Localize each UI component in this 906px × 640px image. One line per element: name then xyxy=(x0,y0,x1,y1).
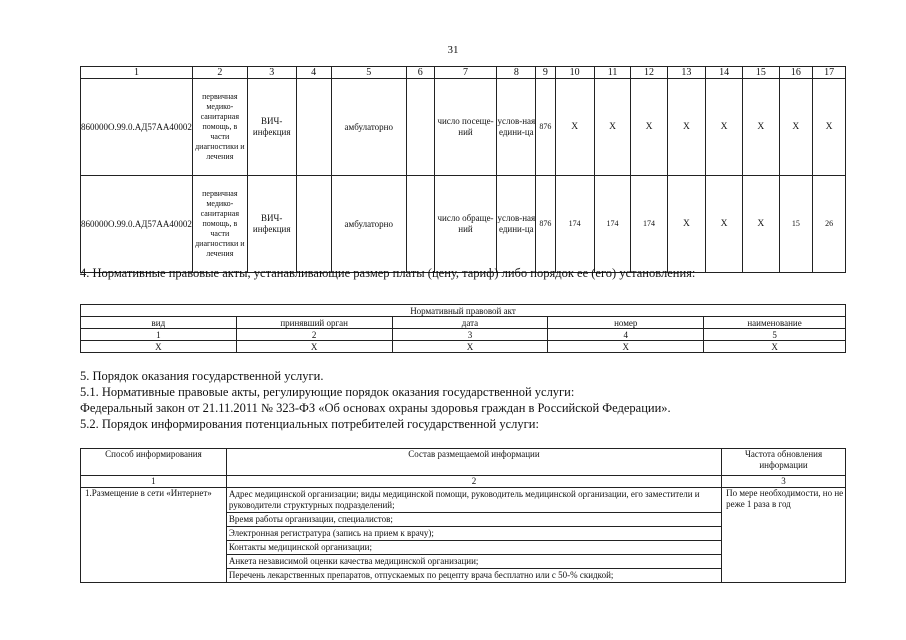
unit-cell: услов-ная едини-ца xyxy=(497,79,536,176)
number-cell: 2 xyxy=(226,476,721,488)
table-number-row xyxy=(81,329,846,341)
section-5-title: 5. Порядок оказания государственной услуги. xyxy=(80,369,324,383)
number-cell: 1 xyxy=(81,329,237,341)
header-cell: наименование xyxy=(704,317,846,329)
empty-cell xyxy=(406,79,434,176)
form-cell: амбулаторно xyxy=(331,176,406,273)
table-row xyxy=(81,176,846,273)
header-cell: Состав размещаемой информации xyxy=(226,449,721,476)
registry-code-cell: 860000О.99.0.АД57АА40002 xyxy=(81,79,193,176)
content-item: Перечень лекарственных препаратов, отпускаемых по рецепту врача бесплатно или с 50-% скидкой; xyxy=(228,570,614,580)
condition-cell: ВИЧ-инфекция xyxy=(247,79,296,176)
section-5-2-title: 5.2. Порядок информирования потенциальных потребителей государственной услуги: xyxy=(80,417,539,431)
unit-cell: услов-ная едини-ца xyxy=(497,176,536,273)
empty-cell xyxy=(296,176,331,273)
content-item: Адрес медицинской организации; виды медицинской помощи, руководитель медицинской организации, его заместители и руководители структурных подразделений; xyxy=(227,488,721,513)
header-cell: 5 xyxy=(331,67,406,79)
empty-cell xyxy=(406,176,434,273)
number-cell: 3 xyxy=(722,476,846,488)
header-cell: 15 xyxy=(743,67,779,79)
value-cell: X xyxy=(704,341,846,353)
header-cell: 2 xyxy=(192,67,247,79)
registry-code-cell: 860000О.99.0.АД57АА40002 xyxy=(81,176,193,273)
table-group-header xyxy=(81,305,846,317)
header-cell: принявший орган xyxy=(236,317,392,329)
number-cell: 5 xyxy=(704,329,846,341)
table-number-row xyxy=(81,476,846,488)
header-cell: 3 xyxy=(247,67,296,79)
value-cell: X xyxy=(81,341,237,353)
table-header-row xyxy=(81,449,846,476)
empty-cell xyxy=(296,79,331,176)
value-cell: X xyxy=(594,79,631,176)
number-cell: 2 xyxy=(236,329,392,341)
value-cell: X xyxy=(555,79,594,176)
value-cell: 174 xyxy=(631,176,668,273)
method-cell: 1.Размещение в сети «Интернет» xyxy=(81,488,227,583)
header-cell: Способ информирования xyxy=(81,449,227,476)
value-cell: X xyxy=(667,79,705,176)
content-cell xyxy=(226,488,721,583)
indicator-cell: число посеще-ний xyxy=(434,79,497,176)
content-item: Электронная регистратура (запись на прием к врачу); xyxy=(227,527,721,541)
table-row xyxy=(81,488,846,583)
value-cell: X xyxy=(743,79,779,176)
informing-table xyxy=(80,448,846,583)
header-cell: 1 xyxy=(81,67,193,79)
header-cell: 11 xyxy=(594,67,631,79)
header-cell: 7 xyxy=(434,67,497,79)
indicator-cell: число обраще-ний xyxy=(434,176,497,273)
federal-law-text: Федеральный закон от 21.11.2011 № 323-ФЗ «Об основах охраны здоровья граждан в Российской Федерации». xyxy=(80,401,671,415)
header-cell: 9 xyxy=(536,67,555,79)
number-cell: 1 xyxy=(81,476,227,488)
number-cell: 4 xyxy=(548,329,704,341)
legal-acts-table xyxy=(80,304,846,353)
header-cell: 13 xyxy=(667,67,705,79)
table-header-row xyxy=(81,67,846,79)
value-cell: X xyxy=(743,176,779,273)
okei-code-cell: 876 xyxy=(536,79,555,176)
page-number: 31 xyxy=(447,44,459,56)
content-item: Контакты медицинской организации; xyxy=(227,541,721,555)
value-cell: X xyxy=(631,79,668,176)
value-cell: X xyxy=(392,341,548,353)
content-item: Время работы организации, специалистов; xyxy=(227,513,721,527)
service-name-cell: первичная медико-санитарная помощь, в части диагностики и лечения xyxy=(192,79,247,176)
table-row xyxy=(81,79,846,176)
section-5-1-title: 5.1. Нормативные правовые акты, регулирующие порядок оказания государственной услуги: xyxy=(80,385,575,399)
section-4-title: 4. Нормативные правовые акты, устанавливающие размер платы (цену, тариф) либо порядок ее (его) установления: xyxy=(80,266,696,280)
header-cell: дата xyxy=(392,317,548,329)
header-cell: 8 xyxy=(497,67,536,79)
service-volume-table xyxy=(80,66,846,273)
value-cell: X xyxy=(705,79,742,176)
service-name-cell: первичная медико-санитарная помощь, в части диагностики и лечения xyxy=(192,176,247,273)
condition-cell: ВИЧ-инфекция xyxy=(247,176,296,273)
form-cell: амбулаторно xyxy=(331,79,406,176)
header-cell: 16 xyxy=(779,67,813,79)
header-cell: 14 xyxy=(705,67,742,79)
value-cell: 174 xyxy=(555,176,594,273)
value-cell: 15 xyxy=(779,176,813,273)
table-row xyxy=(81,341,846,353)
value-cell: X xyxy=(548,341,704,353)
value-cell: 174 xyxy=(594,176,631,273)
content-item: Анкета независимой оценки качества медицинской организации; xyxy=(227,555,721,569)
value-cell: 26 xyxy=(813,176,846,273)
value-cell: X xyxy=(779,79,813,176)
table-header-row xyxy=(81,317,846,329)
value-cell: X xyxy=(236,341,392,353)
header-cell: Частота обновления информации xyxy=(722,449,846,476)
header-cell: 12 xyxy=(631,67,668,79)
group-header-cell: Нормативный правовой акт xyxy=(81,305,846,317)
frequency-cell: По мере необходимости, но не реже 1 раза в год xyxy=(722,488,846,583)
value-cell: X xyxy=(705,176,742,273)
header-cell: 10 xyxy=(555,67,594,79)
header-cell: 17 xyxy=(813,67,846,79)
header-cell: 6 xyxy=(406,67,434,79)
number-cell: 3 xyxy=(392,329,548,341)
okei-code-cell: 876 xyxy=(536,176,555,273)
header-cell: номер xyxy=(548,317,704,329)
header-cell: 4 xyxy=(296,67,331,79)
value-cell: X xyxy=(667,176,705,273)
value-cell: X xyxy=(813,79,846,176)
header-cell: вид xyxy=(81,317,237,329)
